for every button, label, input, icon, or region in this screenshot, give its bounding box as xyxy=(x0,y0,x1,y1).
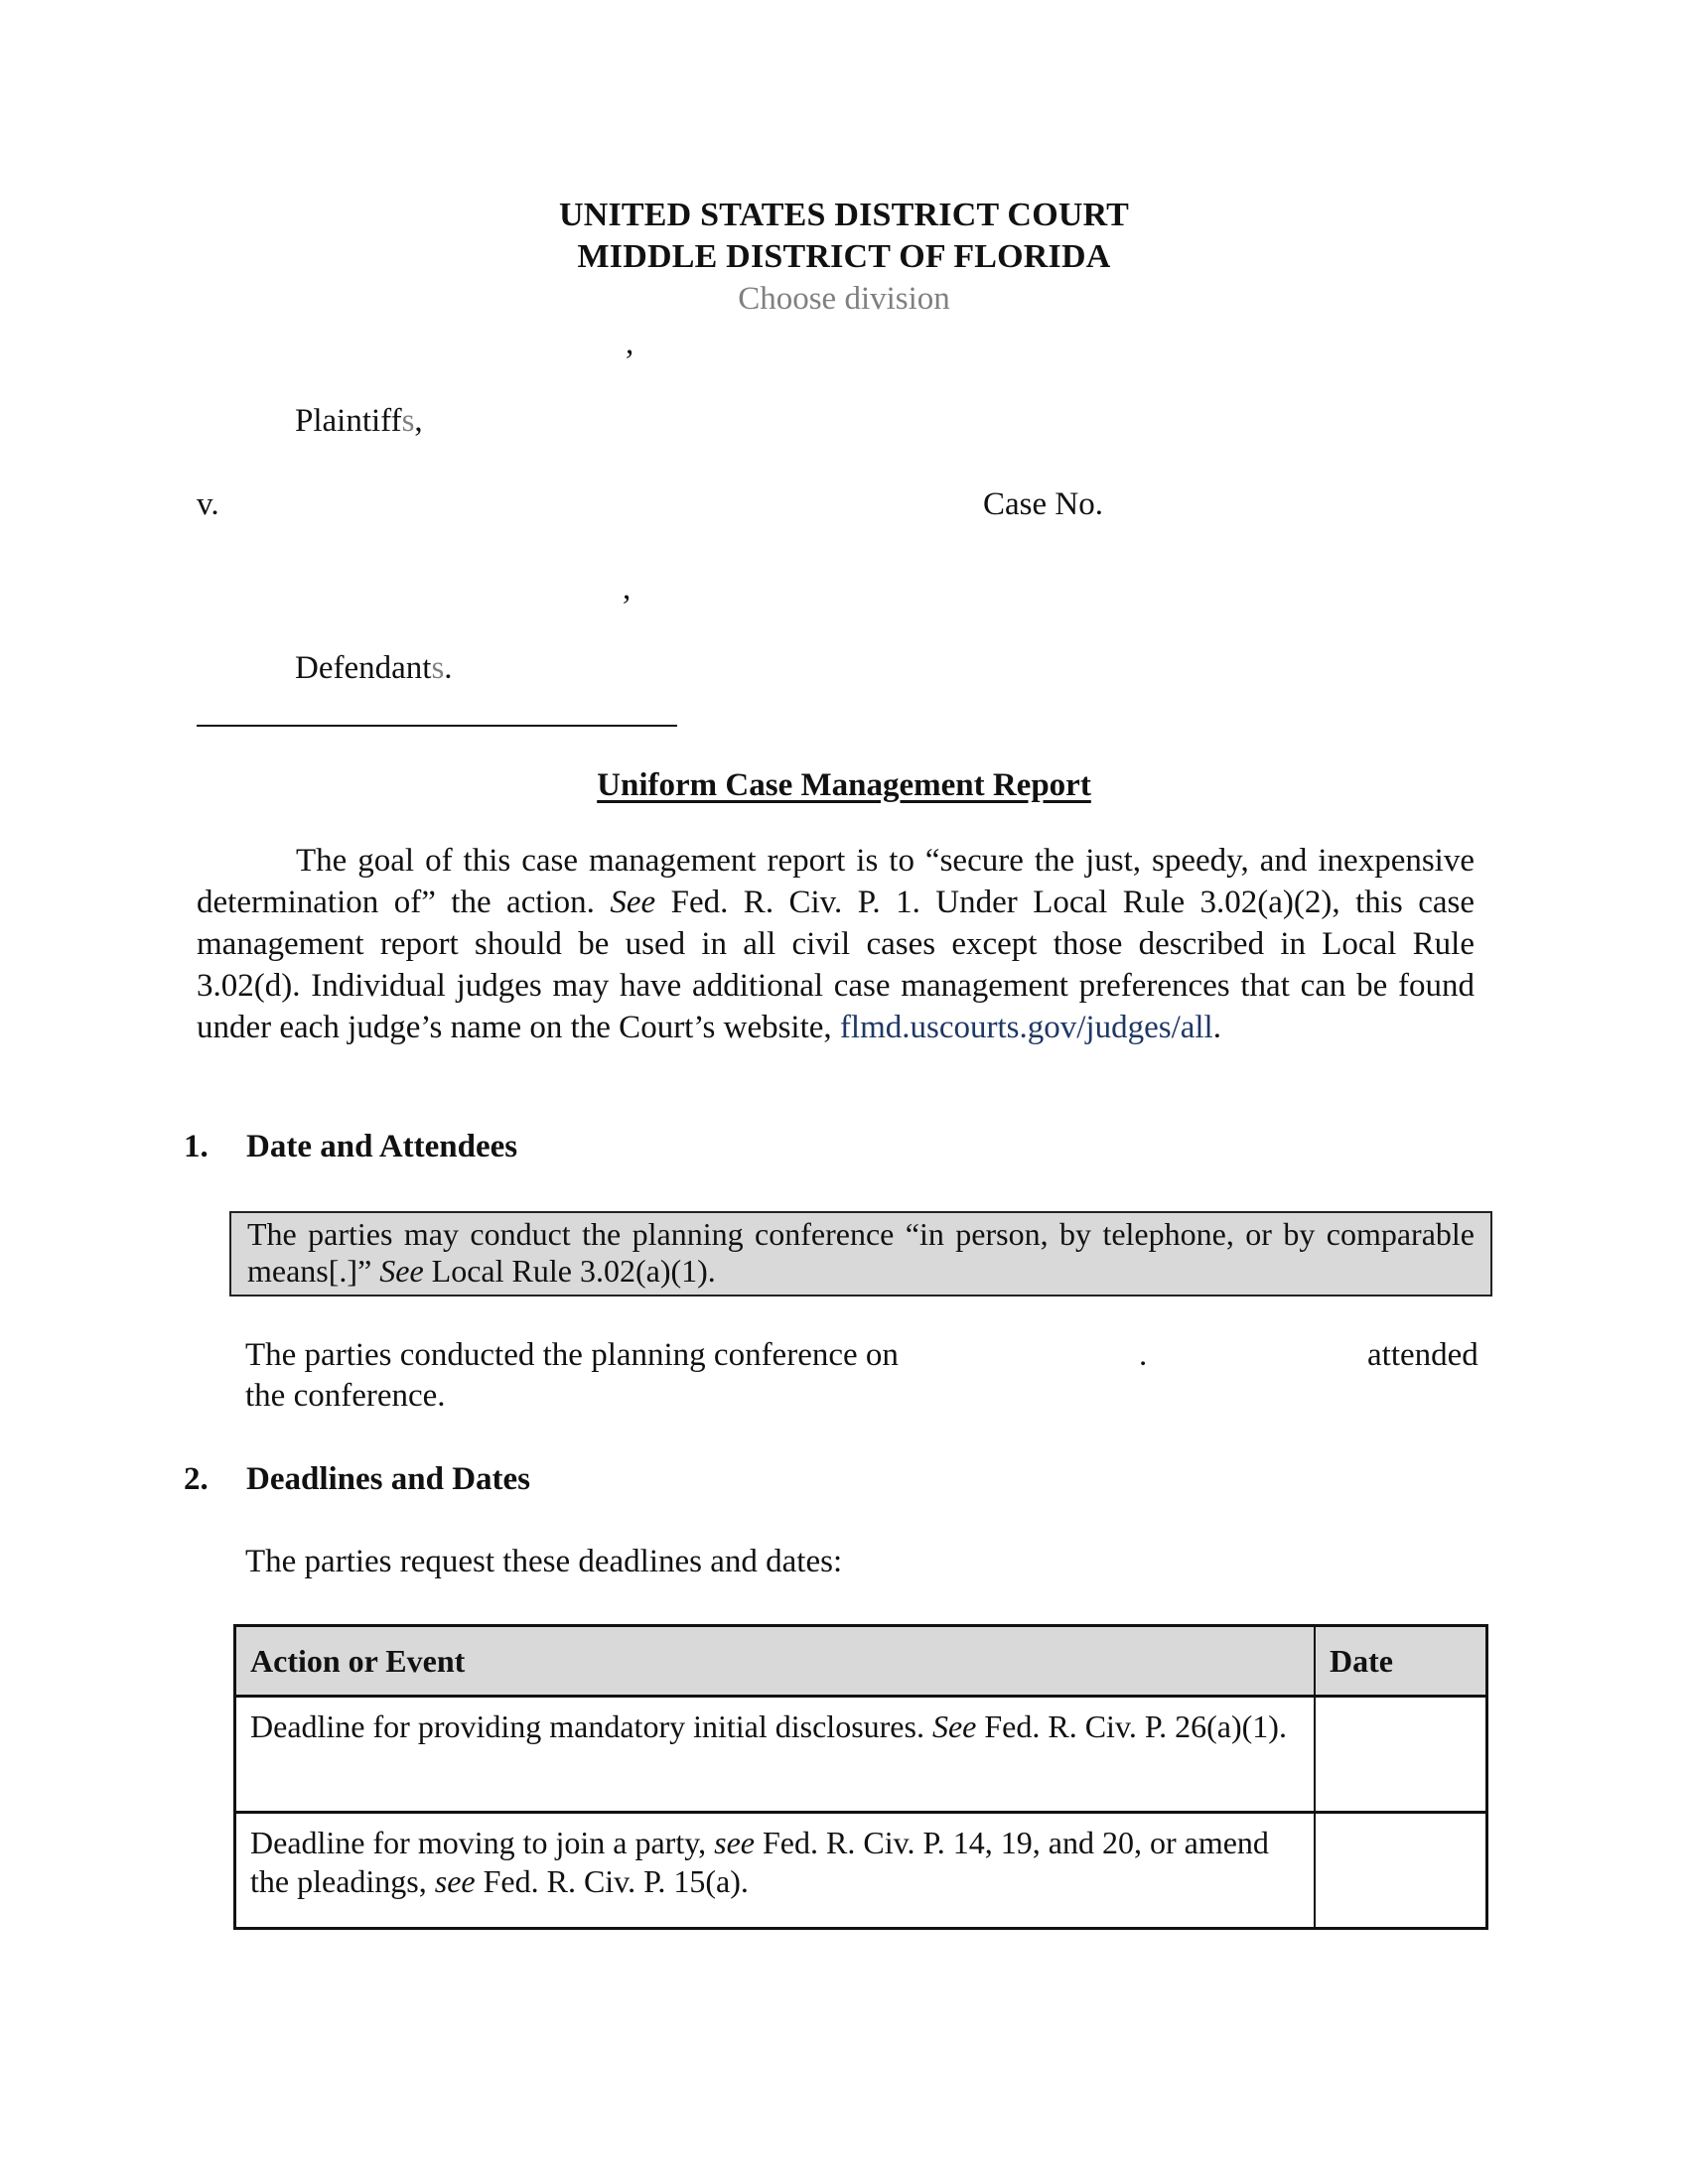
section-2-heading xyxy=(184,1461,530,1498)
attended-text: attended xyxy=(1367,1337,1478,1373)
section-2-number: 2. xyxy=(184,1461,209,1497)
action-cell xyxy=(235,1697,1316,1813)
district-name: MIDDLE DISTRICT OF FLORIDA xyxy=(577,238,1111,275)
defendants-label-text: Defendant xyxy=(295,650,432,686)
plaintiffs-label xyxy=(295,403,423,440)
plaintiffs-punct: , xyxy=(414,403,423,439)
note-text-2: Local Rule 3.02(a)(1). xyxy=(423,1253,716,1289)
table-row xyxy=(235,1813,1487,1929)
intro-text-1: The goal of this case management report is to “secure the just, speedy, and inexpensive determination of” the action. xyxy=(197,843,1475,920)
plaintiffs-plural-toggle[interactable]: s xyxy=(401,403,415,439)
section-1-title: Date and Attendees xyxy=(246,1129,518,1164)
column-header-action: Action or Event xyxy=(235,1626,1316,1697)
action-text: Fed. R. Civ. P. 14, 19, and 20, or amend the pleadings, xyxy=(250,1825,1269,1899)
action-text: Fed. R. Civ. P. 15(a). xyxy=(475,1863,749,1899)
deadlines-intro: The parties request these deadlines and dates: xyxy=(245,1544,843,1579)
action-see: see xyxy=(714,1825,755,1860)
caption-divider xyxy=(197,725,677,727)
attendees-field[interactable] xyxy=(1162,1337,1360,1377)
date-cell-initial-disclosures[interactable] xyxy=(1315,1697,1487,1813)
action-text: Fed. R. Civ. P. 26(a)(1). xyxy=(976,1708,1287,1744)
action-text: Deadline for moving to join a party, xyxy=(250,1825,715,1860)
planning-conference-note xyxy=(229,1211,1492,1297)
defendant-name-field[interactable] xyxy=(623,571,631,608)
defendant-comma: , xyxy=(623,571,632,607)
date-cell-join-party[interactable] xyxy=(1315,1813,1487,1929)
report-title: Uniform Case Management Report xyxy=(597,767,1091,803)
defendants-punct: . xyxy=(444,650,453,686)
conference-text: the conference. xyxy=(245,1378,446,1414)
note-see: See xyxy=(379,1253,424,1289)
intro-see: See xyxy=(610,885,656,920)
section-2-title: Deadlines and Dates xyxy=(246,1461,531,1497)
division-dropdown[interactable]: Choose division xyxy=(738,281,950,317)
intro-text-2: Fed. R. Civ. P. 1. Under Local Rule 3.02(a)(2), this case management report should be used in all civil cases except those described in Local Rule 3.02(d). Individual judges may have additional case management preferences that can be found under each judge’s name on the Court’s website, xyxy=(197,885,1475,1045)
deadlines-table xyxy=(233,1624,1488,1930)
defendants-label xyxy=(295,650,453,687)
case-number-label: Case No. xyxy=(983,486,1103,522)
action-see: see xyxy=(434,1863,476,1899)
plaintiff-comma: , xyxy=(626,326,634,361)
action-text: Deadline for providing mandatory initial disclosures. xyxy=(250,1708,932,1744)
intro-text-3: . xyxy=(1212,1010,1221,1045)
court-name: UNITED STATES DISTRICT COURT xyxy=(558,197,1130,233)
plaintiff-name-field[interactable] xyxy=(626,326,633,362)
note-text-1: The parties may conduct the planning conference “in person, by telephone, or by comparable means[.]” xyxy=(247,1216,1475,1289)
conducted-period: . xyxy=(1139,1337,1148,1373)
versus-label: v. xyxy=(197,486,219,522)
case-number-field[interactable] xyxy=(1132,486,1470,526)
plaintiffs-label-text: Plaintiff xyxy=(295,403,402,439)
column-header-date: Date xyxy=(1315,1626,1487,1697)
table-header-row xyxy=(235,1626,1487,1697)
section-1-heading xyxy=(184,1129,517,1165)
intro-paragraph xyxy=(197,840,1475,1048)
action-cell xyxy=(235,1813,1316,1929)
conference-date-field[interactable] xyxy=(983,1337,1132,1377)
judges-website-link[interactable]: flmd.uscourts.gov/judges/all xyxy=(839,1010,1213,1045)
action-see: See xyxy=(931,1708,977,1744)
section-1-number: 1. xyxy=(184,1129,209,1164)
conducted-text: The parties conducted the planning conference on xyxy=(245,1337,899,1373)
table-row xyxy=(235,1697,1487,1813)
defendants-plural-toggle[interactable]: s xyxy=(431,650,445,686)
